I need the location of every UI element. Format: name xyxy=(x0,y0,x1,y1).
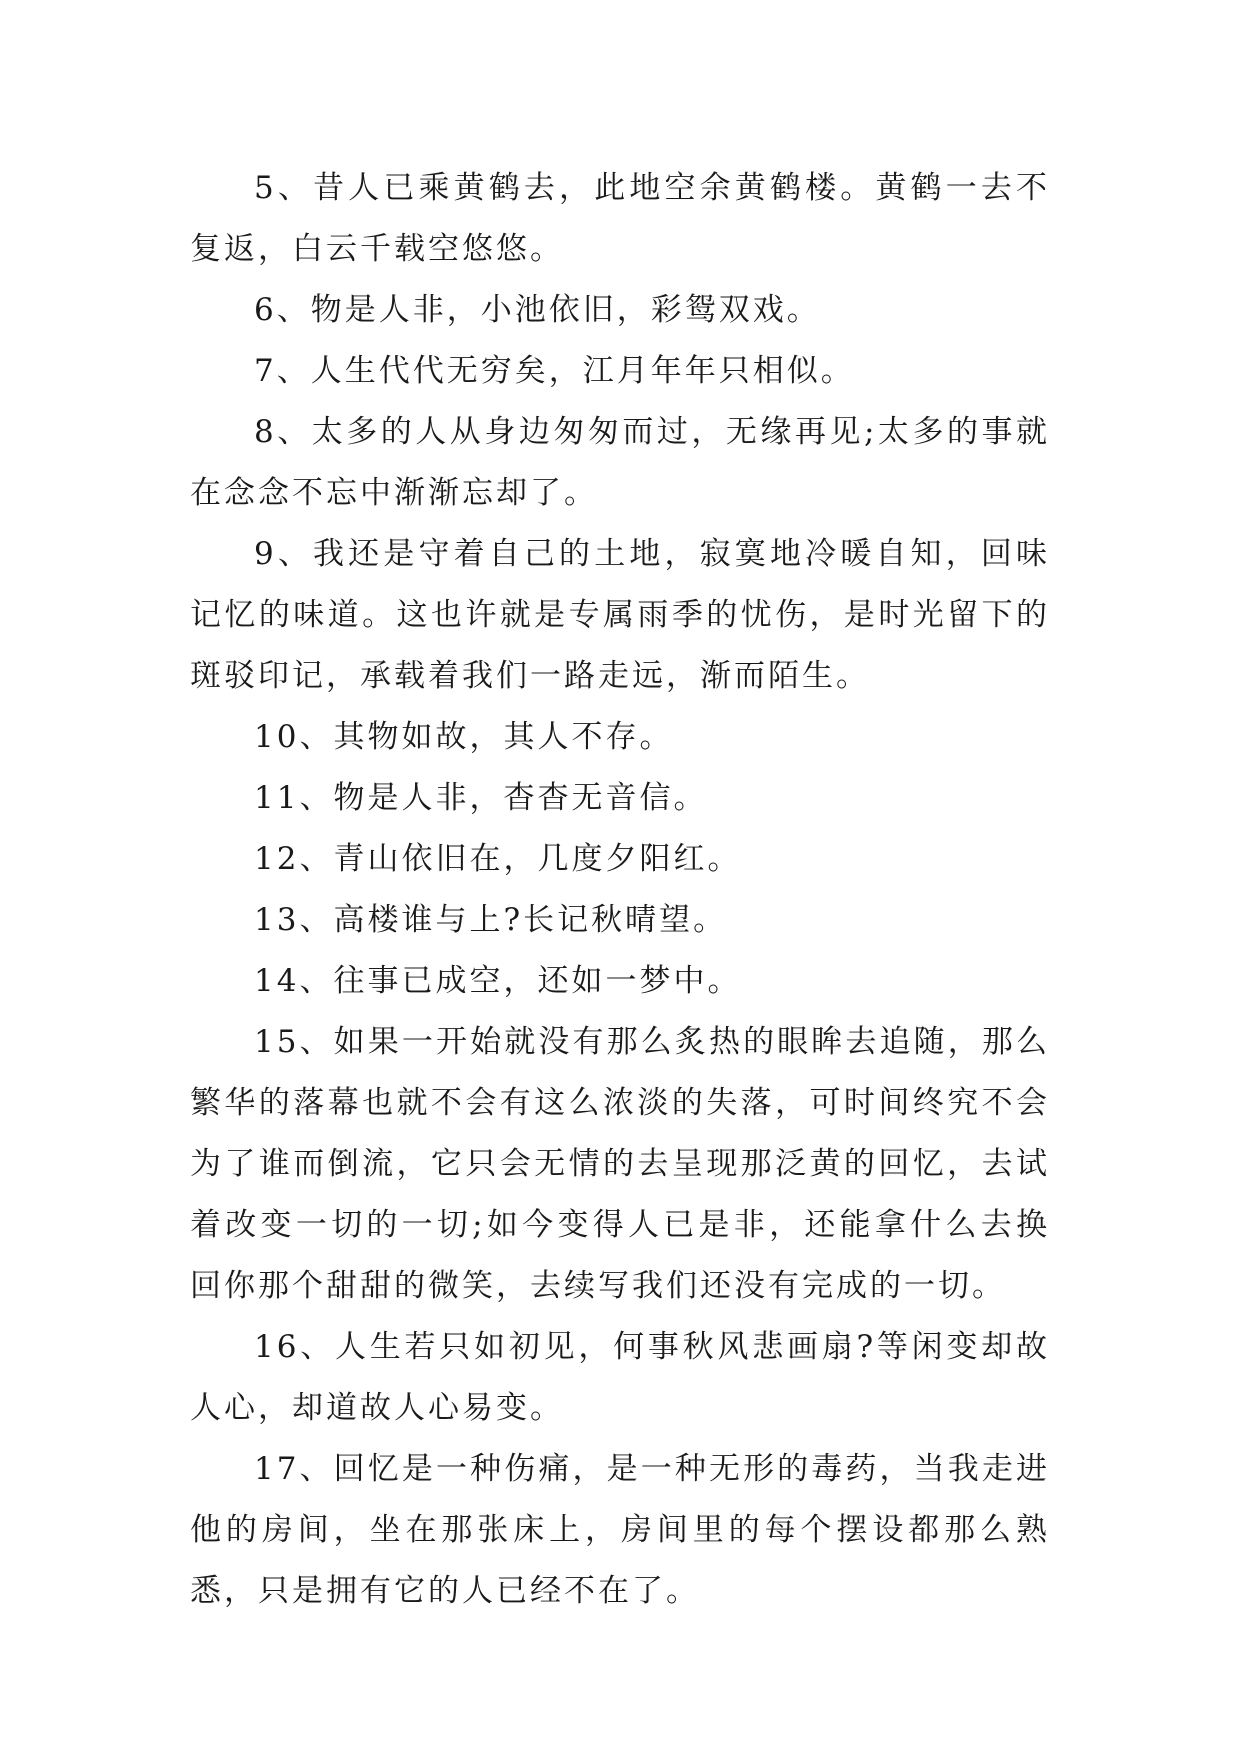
paragraph: 17、回忆是一种伤痛，是一种无形的毒药，当我走进他的房间，坐在那张床上，房间里的每个摆设都那么熟悉，只是拥有它的人已经不在了。 xyxy=(190,1451,1050,1609)
paragraph: 16、人生若只如初见，何事秋风悲画扇?等闲变却故人心，却道故人心易变。 xyxy=(190,1329,1050,1426)
paragraph: 5、昔人已乘黄鹤去，此地空余黄鹤楼。黄鹤一去不复返，白云千载空悠悠。 xyxy=(190,170,1050,267)
paragraph: 12、青山依旧在，几度夕阳红。 xyxy=(254,841,742,877)
paragraph: 15、如果一开始就没有那么炙热的眼眸去追随，那么繁华的落幕也就不会有这么浓淡的失落，可时间终究不会为了谁而倒流，它只会无情的去呈现那泛黄的回忆，去试着改变一切的一切;如今变得人已是非，还能拿什么去换回你那个甜甜的微笑，去续写我们还没有完成的一切。 xyxy=(190,1024,1050,1304)
paragraph: 8、太多的人从身边匆匆而过，无缘再见;太多的事就在念念不忘中渐渐忘却了。 xyxy=(190,414,1050,511)
paragraph: 14、往事已成空，还如一梦中。 xyxy=(254,963,742,999)
paragraph: 10、其物如故，其人不存。 xyxy=(254,719,674,755)
paragraph: 6、物是人非，小池依旧，彩鸳双戏。 xyxy=(254,292,821,328)
document-body xyxy=(190,158,1050,1622)
paragraph: 13、高楼谁与上?长记秋晴望。 xyxy=(254,902,728,938)
paragraph: 9、我还是守着自己的土地，寂寞地冷暖自知，回味记忆的味道。这也许就是专属雨季的忧伤，是时光留下的斑驳印记，承载着我们一路走远，渐而陌生。 xyxy=(190,536,1050,694)
paragraph: 7、人生代代无穷矣，江月年年只相似。 xyxy=(254,353,855,389)
paragraph: 11、物是人非，杳杳无音信。 xyxy=(254,780,708,816)
